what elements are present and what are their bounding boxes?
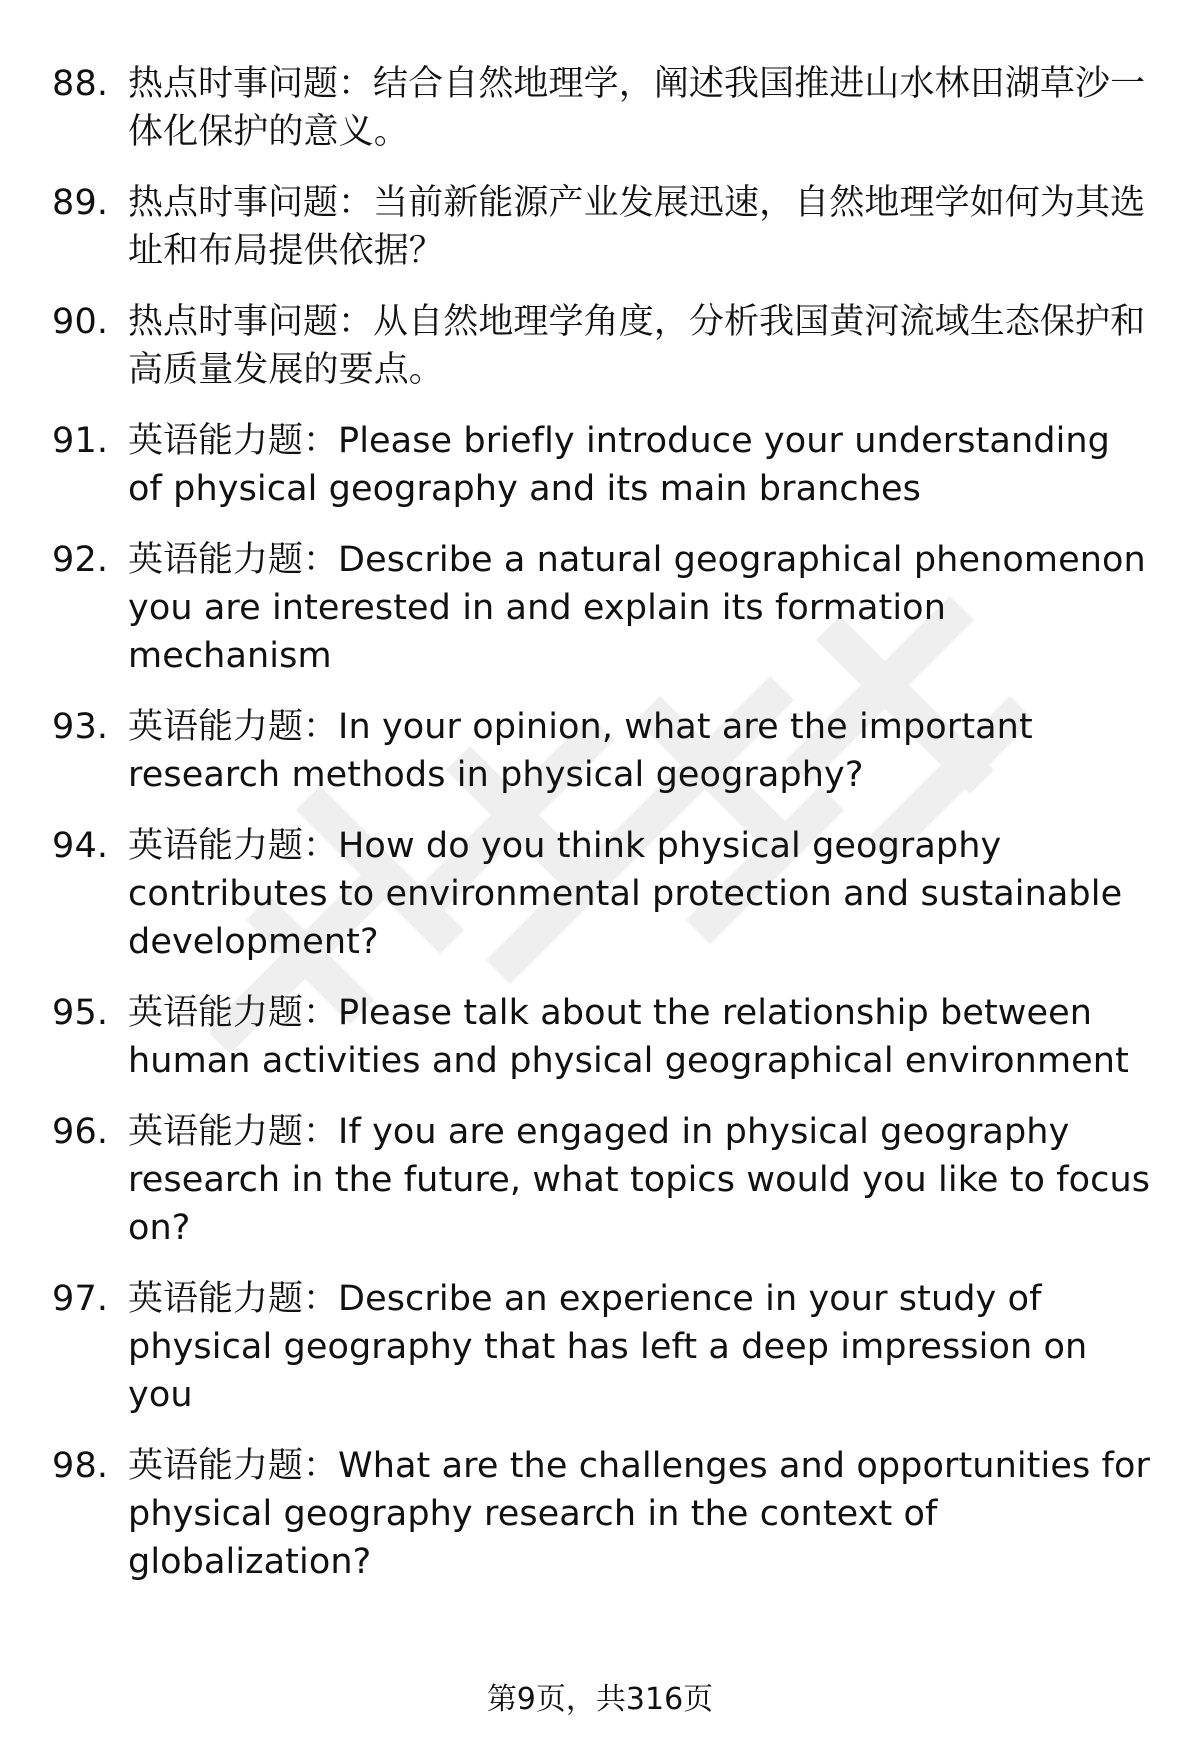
question-content [128, 417, 1152, 513]
question-content [128, 822, 1152, 966]
question-content [128, 298, 1152, 394]
question-category: 热点时事问题： [128, 302, 374, 342]
question-category: 英语能力题： [128, 993, 339, 1033]
question-item [52, 179, 1152, 275]
question-item [52, 989, 1152, 1085]
question-item [52, 822, 1152, 966]
question-item [52, 536, 1152, 680]
question-number: 95. [52, 993, 109, 1033]
question-list [52, 60, 1152, 1586]
question-text: If you are engaged in physical geography research in the future, what topics would you like to focus on? [128, 1112, 1151, 1248]
question-text: In your opinion, what are the important research methods in physical geography? [128, 707, 1033, 795]
question-category: 英语能力题： [128, 1446, 339, 1486]
question-item [52, 703, 1152, 799]
question-text: 当前新能源产业发展迅速，自然地理学如何为其选址和布局提供依据？ [128, 183, 1146, 271]
question-content [128, 179, 1152, 275]
page-number-label: 第9页，共316页 [486, 1682, 714, 1717]
question-number: 93. [52, 707, 109, 747]
question-number: 91. [52, 421, 109, 461]
page-footer [0, 1680, 1200, 1720]
question-content [128, 1275, 1152, 1419]
question-item [52, 298, 1152, 394]
question-item [52, 60, 1152, 156]
question-category: 英语能力题： [128, 826, 339, 866]
question-content [128, 1108, 1152, 1252]
question-category: 英语能力题： [128, 540, 339, 580]
question-text: Please talk about the relationship between human activities and physical geographical environment [128, 993, 1129, 1081]
question-item [52, 1108, 1152, 1252]
question-item [52, 1275, 1152, 1419]
question-number: 98. [52, 1446, 109, 1486]
question-number: 94. [52, 826, 109, 866]
question-content [128, 536, 1152, 680]
question-text: Describe an experience in your study of physical geography that has left a deep impression on you [128, 1279, 1088, 1415]
question-number: 88. [52, 64, 109, 104]
question-number: 92. [52, 540, 109, 580]
question-text: Please briefly introduce your understanding of physical geography and its main branches [128, 421, 1110, 509]
question-text: What are the challenges and opportunities for physical geography research in the context of globalization? [128, 1446, 1150, 1582]
question-content [128, 703, 1152, 799]
question-category: 英语能力题： [128, 1112, 339, 1152]
question-item [52, 417, 1152, 513]
question-category: 热点时事问题： [128, 183, 374, 223]
question-content [128, 1442, 1152, 1586]
question-content [128, 989, 1152, 1085]
question-number: 89. [52, 183, 109, 223]
question-category: 英语能力题： [128, 421, 339, 461]
question-text: Describe a natural geographical phenomenon you are interested in and explain its formation mechanism [128, 540, 1146, 676]
question-text: 从自然地理学角度，分析我国黄河流域生态保护和高质量发展的要点。 [128, 302, 1146, 390]
question-number: 97. [52, 1279, 109, 1319]
question-category: 英语能力题： [128, 1279, 339, 1319]
question-number: 96. [52, 1112, 109, 1152]
question-category: 热点时事问题： [128, 64, 374, 104]
question-category: 英语能力题： [128, 707, 339, 747]
question-text: 结合自然地理学，阐述我国推进山水林田湖草沙一体化保护的意义。 [128, 64, 1146, 152]
question-content [128, 60, 1152, 156]
question-number: 90. [52, 302, 109, 342]
question-item [52, 1442, 1152, 1586]
question-text: How do you think physical geography contributes to environmental protection and sustainable development? [128, 826, 1123, 962]
